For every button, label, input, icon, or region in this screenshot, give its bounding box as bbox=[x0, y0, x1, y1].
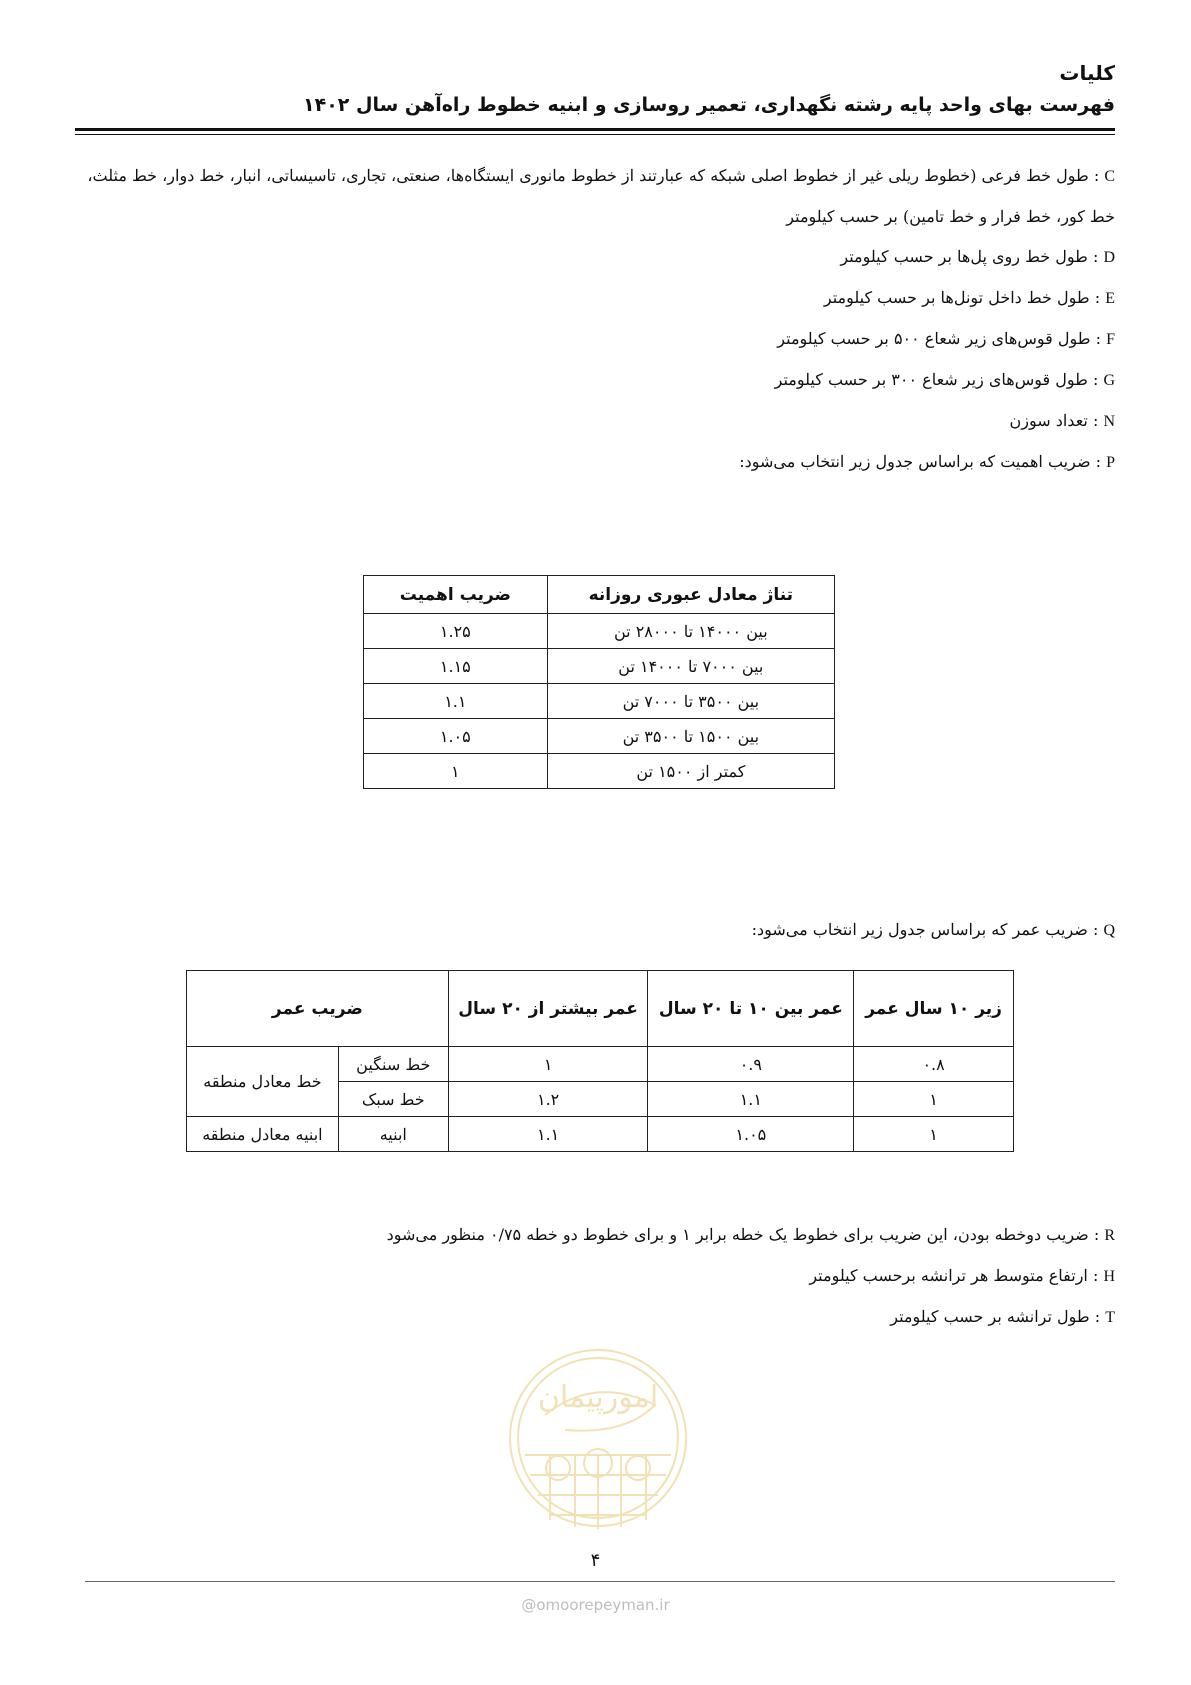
def-q: Q : ضریب عمر که براساس جدول زیر انتخاب می‌شود: bbox=[751, 920, 1115, 939]
table-row bbox=[364, 684, 835, 719]
age-factor-table bbox=[186, 970, 1014, 1152]
table-row bbox=[364, 649, 835, 684]
document-title: فهرست بهای واحد پایه رشته نگهداری، تعمیر روسازی و ابنیه خطوط راه‌آهن سال ۱۴۰۲ bbox=[303, 94, 1115, 116]
tonnage-cell: بین ۷۰۰۰ تا ۱۴۰۰۰ تن bbox=[547, 649, 834, 684]
section-title: کلیات bbox=[1059, 61, 1115, 85]
def-h: H : ارتفاع متوسط هر ترانشه برحسب کیلومتر bbox=[809, 1266, 1115, 1285]
def-g: G : طول قوس‌های زیر شعاع ۳۰۰ بر حسب کیلومتر bbox=[774, 370, 1115, 389]
table-row bbox=[187, 1047, 1014, 1082]
value-cell: ۱ bbox=[854, 1117, 1014, 1152]
tonnage-cell: بین ۱۵۰۰ تا ۳۵۰۰ تن bbox=[547, 719, 834, 754]
table-header-row bbox=[187, 971, 1014, 1047]
value-cell: ۰.۹ bbox=[648, 1047, 854, 1082]
def-c: C : طول خط فرعی (خطوط ریلی غیر از خطوط اصلی شبکه که عبارتند از خطوط مانوری ایستگاه‌ها، صنعتی، تجاری، تاسیساتی، انبار، خط دوار، خط مثلث، خط کور، خط فرار و خط تامین) بر حسب کیلومتر bbox=[87, 166, 1115, 226]
header-age-factor: ضریب عمر bbox=[187, 971, 449, 1047]
type-cell: ابنیه bbox=[338, 1117, 448, 1152]
svg-text:امورپیمان: امورپیمان bbox=[537, 1380, 659, 1415]
tonnage-cell: بین ۳۵۰۰ تا ۷۰۰۰ تن bbox=[547, 684, 834, 719]
def-n: N : تعداد سوزن bbox=[1009, 411, 1115, 430]
type-cell: خط سنگین bbox=[338, 1047, 448, 1082]
definitions-bottom bbox=[85, 1215, 1115, 1338]
table-header-row bbox=[364, 576, 835, 614]
value-cell: ۰.۸ bbox=[854, 1047, 1014, 1082]
table-row bbox=[364, 614, 835, 649]
def-e: E : طول خط داخل تونل‌ها بر حسب کیلومتر bbox=[823, 288, 1115, 307]
table-row bbox=[187, 1117, 1014, 1152]
importance-factor-table bbox=[363, 575, 835, 789]
factor-cell: ۱.۲۵ bbox=[364, 614, 548, 649]
table-row bbox=[364, 754, 835, 789]
header-daily-tonnage: تناژ معادل عبوری روزانه bbox=[547, 576, 834, 614]
factor-cell: ۱.۱۵ bbox=[364, 649, 548, 684]
type-cell: خط سبک bbox=[338, 1082, 448, 1117]
tonnage-cell: کمتر از ۱۵۰۰ تن bbox=[547, 754, 834, 789]
header-rule-thin bbox=[75, 134, 1115, 135]
factor-cell: ۱.۱ bbox=[364, 684, 548, 719]
page-number: ۴ bbox=[590, 1550, 601, 1571]
def-r: R : ضریب دوخطه بودن، این ضریب برای خطوط یک خطه برابر ۱ و برای خطوط دو خطه ۰/۷۵ منظور می‌شود bbox=[386, 1225, 1115, 1244]
factor-cell: ۱ bbox=[364, 754, 548, 789]
footer-url: @omoorepeyman.ir bbox=[521, 1596, 670, 1614]
header-under-10-years: زیر ۱۰ سال عمر bbox=[854, 971, 1014, 1047]
def-p: P : ضریب اهمیت که براساس جدول زیر انتخاب می‌شود: bbox=[739, 452, 1115, 471]
value-cell: ۱ bbox=[448, 1047, 648, 1082]
header-importance-factor: ضریب اهمیت bbox=[364, 576, 548, 614]
table-row bbox=[364, 719, 835, 754]
value-cell: ۱.۰۵ bbox=[648, 1117, 854, 1152]
factor-cell: ۱.۰۵ bbox=[364, 719, 548, 754]
tonnage-cell: بین ۱۴۰۰۰ تا ۲۸۰۰۰ تن bbox=[547, 614, 834, 649]
def-d: D : طول خط روی پل‌ها بر حسب کیلومتر bbox=[840, 247, 1115, 266]
page-header bbox=[75, 58, 1115, 120]
footer-rule bbox=[85, 1581, 1115, 1582]
value-cell: ۱ bbox=[854, 1082, 1014, 1117]
def-f: F : طول قوس‌های زیر شعاع ۵۰۰ بر حسب کیلومتر bbox=[777, 329, 1115, 348]
group-cell-structures: ابنیه معادل منطقه bbox=[187, 1117, 339, 1152]
watermark-logo bbox=[505, 1335, 691, 1541]
def-t: T : طول ترانشه بر حسب کیلومتر bbox=[890, 1307, 1115, 1326]
header-10-to-20-years: عمر بین ۱۰ تا ۲۰ سال bbox=[648, 971, 854, 1047]
value-cell: ۱.۲ bbox=[448, 1082, 648, 1117]
value-cell: ۱.۱ bbox=[648, 1082, 854, 1117]
definitions-top bbox=[85, 156, 1115, 483]
header-over-20-years: عمر بیشتر از ۲۰ سال bbox=[448, 971, 648, 1047]
header-rule-thick bbox=[75, 128, 1115, 131]
value-cell: ۱.۱ bbox=[448, 1117, 648, 1152]
group-cell-track: خط معادل منطقه bbox=[187, 1047, 339, 1117]
definition-q bbox=[85, 910, 1115, 951]
